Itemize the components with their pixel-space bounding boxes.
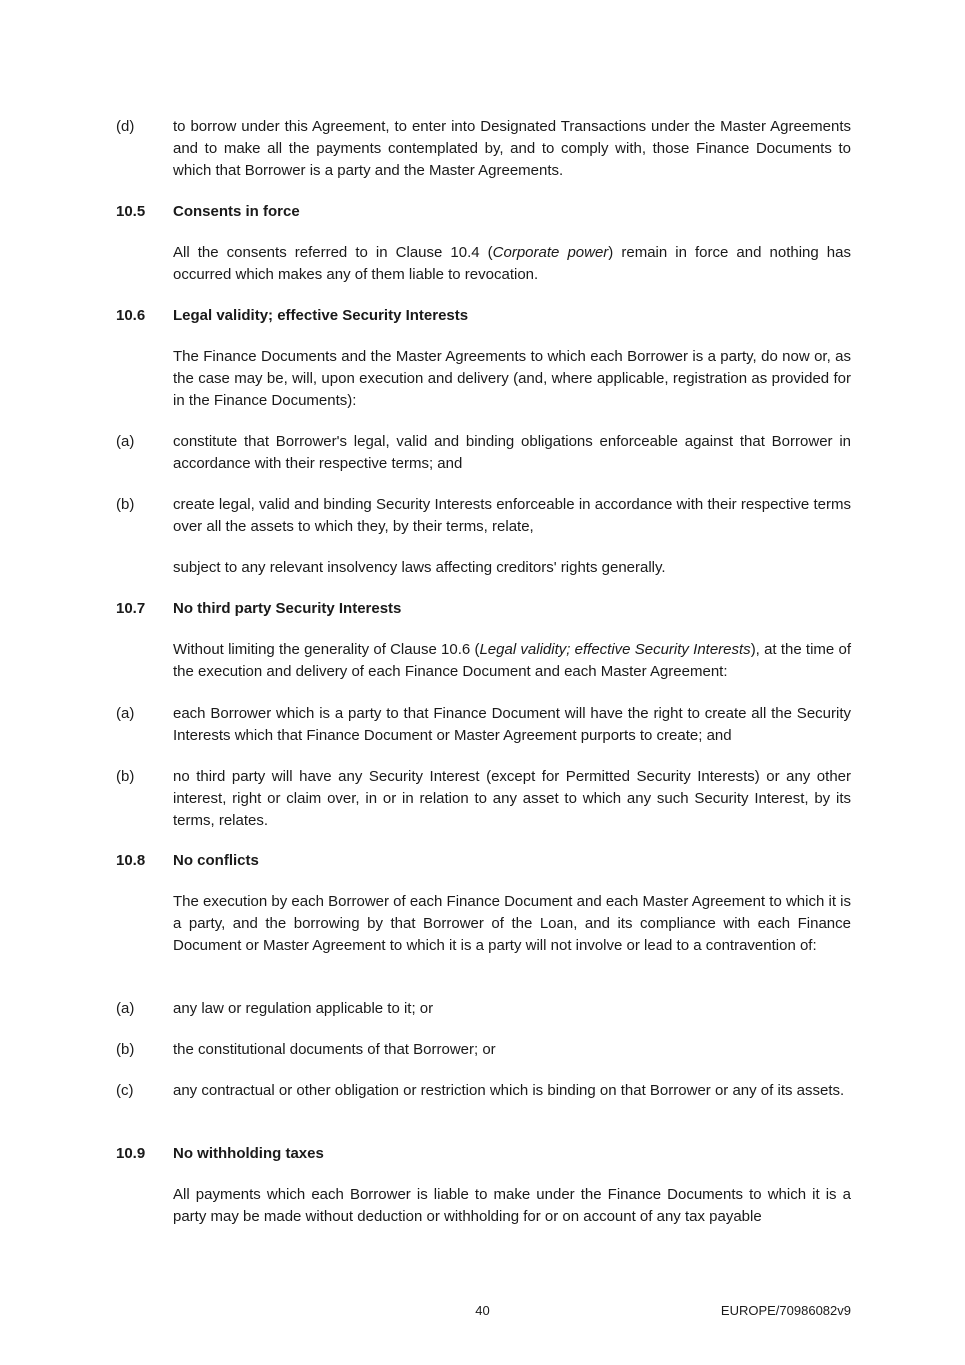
section-paragraph-10-7	[116, 639, 851, 683]
item-label: (a)	[116, 1000, 135, 1017]
item-label: (b)	[116, 496, 135, 513]
section-heading-10-9	[116, 1143, 851, 1165]
item-text: any contractual or other obligation or restriction which is binding on that Borrower or any of its assets.	[173, 1082, 845, 1099]
section-closing-10-6	[116, 557, 851, 579]
section-number: 10.9	[116, 1145, 146, 1162]
para-text: All the consents referred to in Clause 10.4 (	[173, 244, 493, 261]
item-label: (c)	[116, 1082, 134, 1099]
section-number: 10.7	[116, 600, 146, 617]
section-number: 10.8	[116, 852, 146, 869]
list-item-d	[116, 116, 851, 182]
list-item-a	[116, 998, 851, 1020]
para-text: Without limiting the generality of Clause 10.6 (	[173, 641, 480, 658]
section-paragraph-10-9	[116, 1184, 851, 1228]
list-item-b	[116, 1039, 851, 1061]
item-text: no third party will have any Security Interest (except for Permitted Security Interests) or any other interest, right or claim over, in or in relation to any asset to which any such Security Interest, by its terms, relates.	[173, 768, 851, 829]
section-title: No third party Security Interests	[173, 600, 402, 617]
para-text: All payments which each Borrower is liable to make under the Finance Documents to which it is a party may be made without deduction or withholding for or on account of any tax payable	[173, 1186, 851, 1225]
section-title: No conflicts	[173, 852, 259, 869]
section-heading-10-6	[116, 305, 851, 327]
item-label: (a)	[116, 705, 135, 722]
para-text: ) remain in force and nothing has occurred which makes any of them liable to revocation.	[173, 244, 851, 283]
clause-reference: Corporate power	[492, 244, 609, 261]
para-text: The execution by each Borrower of each Finance Document and each Master Agreement to which it is a party, and the borrowing by that Borrower of the Loan, and its compliance with each Finance Document or Master Agreement to which it is a party will not involve or lead to a contravention of:	[173, 893, 851, 954]
item-label: (d)	[116, 118, 135, 135]
item-label: (a)	[116, 433, 135, 450]
item-label: (b)	[116, 768, 135, 785]
item-text: any law or regulation applicable to it; or	[173, 1000, 434, 1017]
section-title: No withholding taxes	[173, 1145, 324, 1162]
section-heading-10-8	[116, 850, 851, 872]
para-text: The Finance Documents and the Master Agreements to which each Borrower is a party, do now or, as the case may be, will, upon execution and delivery (and, where applicable, registration as provided for in the Finance Documents):	[173, 348, 851, 409]
section-number: 10.6	[116, 307, 146, 324]
page-number: 40	[475, 1303, 490, 1318]
para-text: ), at the time of the execution and delivery of each Finance Document and each Master Agreement:	[173, 641, 851, 680]
list-item-b	[116, 766, 851, 832]
item-text: the constitutional documents of that Borrower; or	[173, 1041, 496, 1058]
section-title: Consents in force	[173, 203, 300, 220]
section-number: 10.5	[116, 203, 146, 220]
item-label: (b)	[116, 1041, 135, 1058]
list-item-c	[116, 1080, 851, 1102]
item-text: to borrow under this Agreement, to enter into Designated Transactions under the Master Agreements and to make all the payments contemplated by, and to comply with, those Finance Documents to which that Borrower is a party and the Master Agreements.	[173, 118, 851, 179]
item-text: constitute that Borrower's legal, valid and binding obligations enforceable against that Borrower in accordance with their respective terms; and	[173, 433, 851, 472]
item-text: create legal, valid and binding Security Interests enforceable in accordance with their respective terms over all the assets to which they, by their terms, relate,	[173, 496, 851, 535]
clause-reference: Legal validity; effective Security Interests	[479, 641, 751, 658]
section-paragraph-10-8	[116, 891, 851, 957]
section-paragraph-10-6	[116, 346, 851, 412]
list-item-a	[116, 431, 851, 475]
section-heading-10-5	[116, 201, 851, 223]
section-heading-10-7	[116, 598, 851, 620]
item-text: each Borrower which is a party to that Finance Document will have the right to create all the Security Interests which that Finance Document or Master Agreement purports to create; and	[173, 705, 851, 744]
document-reference: EUROPE/70986082v9	[720, 1303, 851, 1318]
list-item-a	[116, 703, 851, 747]
section-paragraph-10-5	[116, 242, 851, 286]
section-title: Legal validity; effective Security Interests	[173, 307, 469, 324]
list-item-b	[116, 494, 851, 538]
para-text: subject to any relevant insolvency laws affecting creditors' rights generally.	[173, 559, 666, 576]
